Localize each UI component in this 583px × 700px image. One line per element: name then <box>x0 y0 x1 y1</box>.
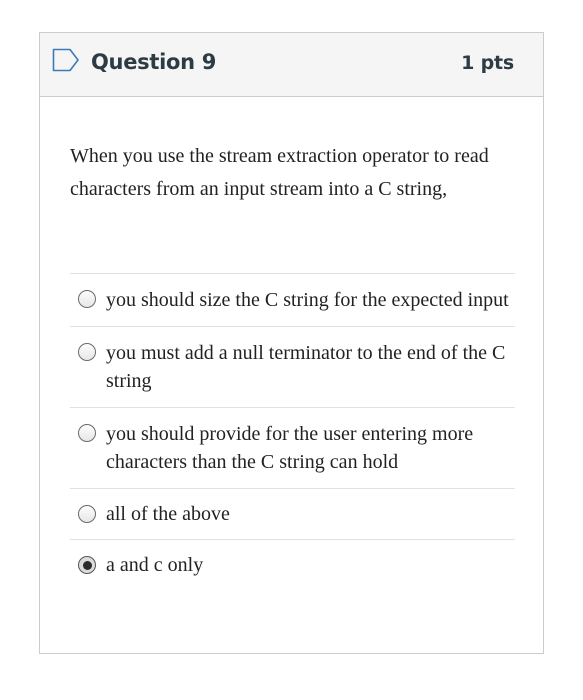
radio-button[interactable] <box>78 343 96 361</box>
question-points: 1 pts <box>461 52 514 74</box>
radio-button[interactable] <box>78 505 96 523</box>
answer-label: a and c only <box>106 554 204 576</box>
answer-option[interactable] <box>70 326 515 407</box>
flag-outline-icon[interactable] <box>52 48 80 72</box>
answer-label: you should size the C string for the expected input <box>106 289 509 311</box>
answer-option[interactable] <box>70 539 515 590</box>
answer-list <box>70 273 515 590</box>
answer-option[interactable] <box>70 407 515 488</box>
answer-label: you must add a null terminator to the end of the C string <box>106 342 506 392</box>
answer-option[interactable] <box>70 488 515 539</box>
answer-option[interactable] <box>70 273 515 326</box>
answer-label: you should provide for the user entering more characters than the C string can hold <box>106 423 474 473</box>
question-card <box>39 32 544 654</box>
question-header <box>40 33 543 97</box>
radio-button[interactable] <box>78 556 96 574</box>
question-text: When you use the stream extraction operator to read characters from an input stream into a C string, <box>70 145 489 200</box>
radio-button[interactable] <box>78 290 96 308</box>
answer-label: all of the above <box>106 503 230 525</box>
question-title: Question 9 <box>91 50 217 74</box>
radio-button[interactable] <box>78 424 96 442</box>
